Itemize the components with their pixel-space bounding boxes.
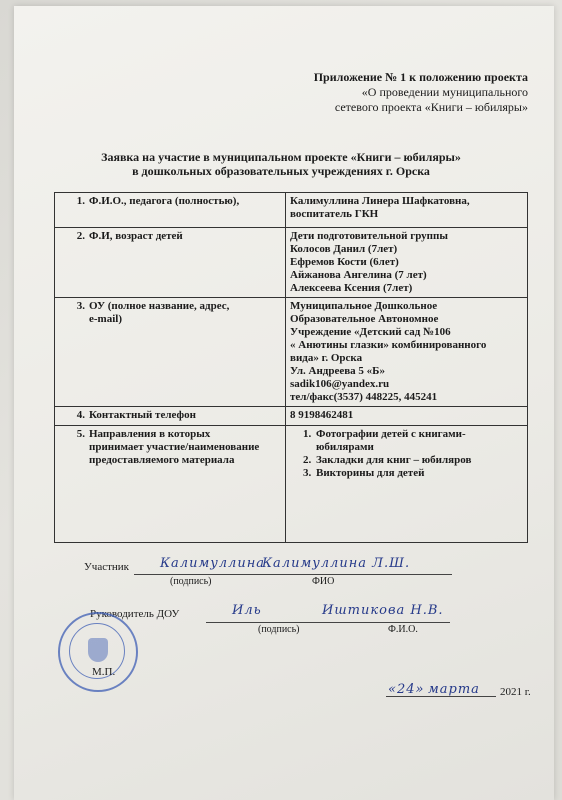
date-day: «24» [388, 682, 425, 697]
value-line: « Анютины глазки» комбинированного [290, 339, 487, 351]
value-line: Ул. Андреева 5 «Б» [290, 365, 385, 377]
request-title [0, 150, 562, 178]
row-number: 1. [76, 195, 85, 207]
value-line: Образовательное Автономное [290, 313, 439, 325]
row-value [286, 193, 528, 228]
row-value [286, 298, 528, 407]
signature-caption: (подпись) [170, 576, 212, 587]
row-label-text: Контактный телефон [89, 409, 196, 421]
row-label-text: ОУ (полное название, адрес, [89, 300, 230, 312]
appendix-line-2: «О проведении муниципального [361, 85, 528, 99]
head-signature-caption: (подпись) [258, 624, 300, 635]
value-line: Колосов Данил (7лет) [290, 243, 398, 255]
participant-signature: Калимуллина [160, 556, 266, 571]
head-name-handwritten: Иштикова Н.В. [322, 603, 444, 618]
participant-name-handwritten: Калимуллина Л.Ш. [262, 556, 411, 571]
value-line: Алексеева Ксения (7лет) [290, 282, 413, 294]
value-line: 8 9198462481 [290, 409, 354, 421]
row-label-text-3: предоставляемого материала [89, 454, 235, 466]
table-row [55, 298, 528, 407]
row-value [286, 407, 528, 426]
list-item: 3. Викторины для детей [314, 467, 523, 480]
head-label: Руководитель ДОУ [90, 608, 180, 620]
value-line: Дети подготовительной группы [290, 230, 448, 242]
value-line: Муниципальное Дошкольное [290, 300, 438, 312]
date-month: марта [428, 682, 480, 697]
value-line: Айжанова Ангелина (7 лет) [290, 269, 427, 281]
row-number: 5. [76, 428, 85, 440]
row-label [55, 426, 286, 543]
value-line: воспитатель ГКН [290, 208, 379, 220]
participant-label: Участник [84, 561, 130, 573]
appendix-line-1: Приложение № 1 к положению проекта [313, 70, 528, 84]
row-label [55, 298, 286, 407]
appendix-line-3: сетевого проекта «Книги – юбиляры» [334, 100, 528, 114]
row-label [55, 228, 286, 298]
row-number: 3. [76, 300, 85, 312]
head-fio-caption: Ф.И.О. [388, 624, 418, 635]
row-label-text-2: e-mail) [89, 313, 122, 325]
participant-signature-line [134, 574, 452, 575]
row-value [286, 228, 528, 298]
value-line: тел/факс(3537) 448225, 445241 [290, 391, 438, 403]
request-title-line-1: Заявка на участие в муниципальном проекте «Книги – юбиляры» [101, 150, 461, 164]
value-line: Ефремов Кости (6лет) [290, 256, 399, 268]
row-label-text: Ф.И.О., педагога (полностью), [89, 195, 240, 207]
row-label-text: Ф.И, возраст детей [89, 230, 183, 242]
row-label [55, 193, 286, 228]
table-row [55, 228, 528, 298]
head-signature-line [206, 622, 450, 623]
value-line: Калимуллина Линера Шафкатовна, [290, 195, 470, 207]
row-number: 4. [76, 409, 85, 421]
directions-list [290, 428, 523, 480]
list-item: 1. Фотографии детей с книгами-юбилярами [314, 428, 523, 454]
table-row [55, 193, 528, 228]
table-row [55, 426, 528, 543]
row-label-text: Направления в которых [89, 428, 211, 440]
row-label-text-2: принимает участие/наименование [89, 441, 260, 453]
table-row [55, 407, 528, 426]
official-stamp [58, 612, 138, 692]
request-title-line-2: в дошкольных образовательных учреждениях г. Орска [132, 164, 430, 178]
value-line: sadik106@yandex.ru [290, 378, 390, 390]
value-line: вида» г. Орска [290, 352, 363, 364]
application-table [54, 192, 528, 543]
value-line: Учреждение «Детский сад №106 [290, 326, 451, 338]
appendix-header [314, 70, 528, 115]
stamp-emblem-icon [88, 638, 108, 662]
fio-caption: ФИО [312, 576, 335, 587]
date-year: 2021 г. [500, 686, 531, 698]
mp-label: М.П. [92, 666, 116, 678]
row-value [286, 426, 528, 543]
head-signature: Иль [232, 603, 262, 618]
row-number: 2. [76, 230, 85, 242]
row-label [55, 407, 286, 426]
list-item: 2. Закладки для книг – юбиляров [314, 454, 523, 467]
